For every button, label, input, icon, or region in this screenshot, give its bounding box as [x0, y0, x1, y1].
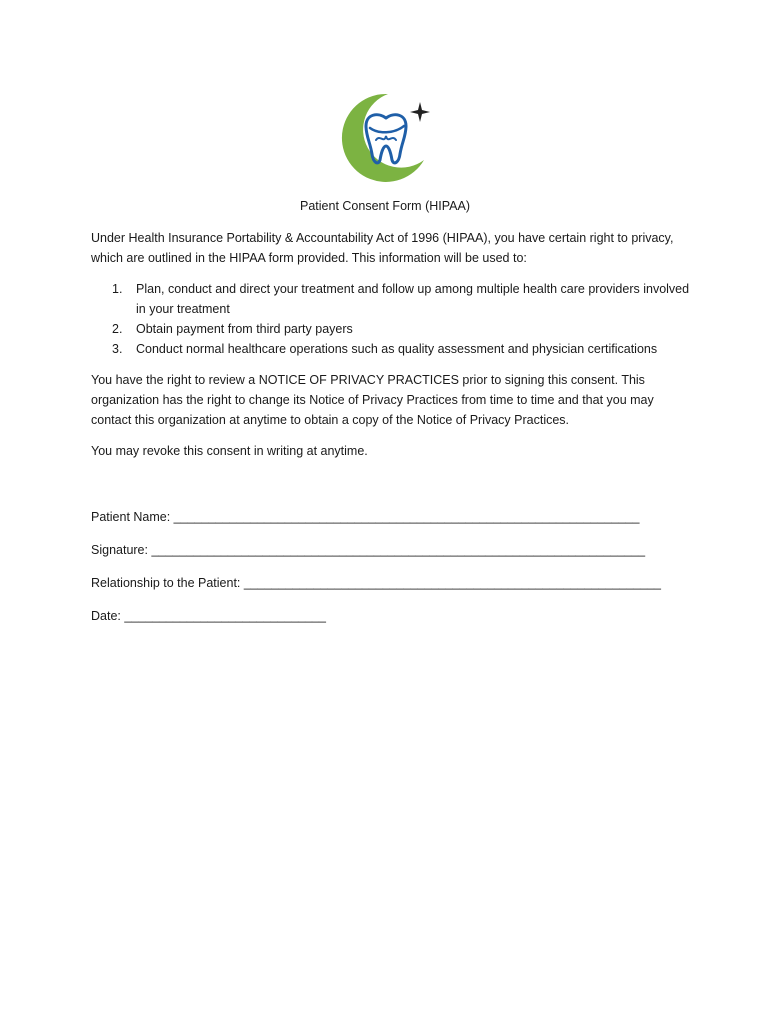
intro-paragraph: Under Health Insurance Portability & Accountability Act of 1996 (HIPAA), you have certain right to privacy, which are outlined in the HIPAA form provided. This information will be used to: — [91, 231, 674, 265]
form-title: Patient Consent Form (HIPAA) — [300, 199, 470, 213]
list-number: 2. — [112, 322, 123, 336]
list-item — [91, 319, 691, 339]
uses-list — [91, 279, 691, 359]
list-number: 3. — [112, 342, 123, 356]
list-text: Obtain payment from third party payers — [136, 322, 353, 336]
signature-field[interactable]: Signature: _______________________________________________________________________ — [91, 543, 646, 557]
list-item — [91, 279, 691, 319]
list-text: Conduct normal healthcare operations such as quality assessment and physician certifications — [136, 342, 658, 356]
list-text: Plan, conduct and direct your treatment and follow up among multiple health care providers involved in your treatment — [136, 282, 690, 316]
relationship-field[interactable]: Relationship to the Patient: ____________________________________________________________ — [91, 576, 661, 590]
list-item — [91, 339, 691, 359]
privacy-notice-paragraph: You have the right to review a NOTICE OF PRIVACY PRACTICES prior to signing this consent. This organization has the right to change its Notice of Privacy Practices from time to time and that you may contact this organization at anytime to obtain a copy of the Notice of Privacy Practices. — [91, 373, 654, 427]
patient-name-field[interactable]: Patient Name: ___________________________________________________________________ — [91, 510, 640, 524]
revoke-paragraph: You may revoke this consent in writing at anytime. — [91, 444, 368, 458]
list-number: 1. — [112, 282, 123, 296]
date-field[interactable]: Date: _____________________________ — [91, 609, 326, 623]
tooth-logo-icon — [336, 88, 436, 188]
form-body — [91, 228, 691, 639]
